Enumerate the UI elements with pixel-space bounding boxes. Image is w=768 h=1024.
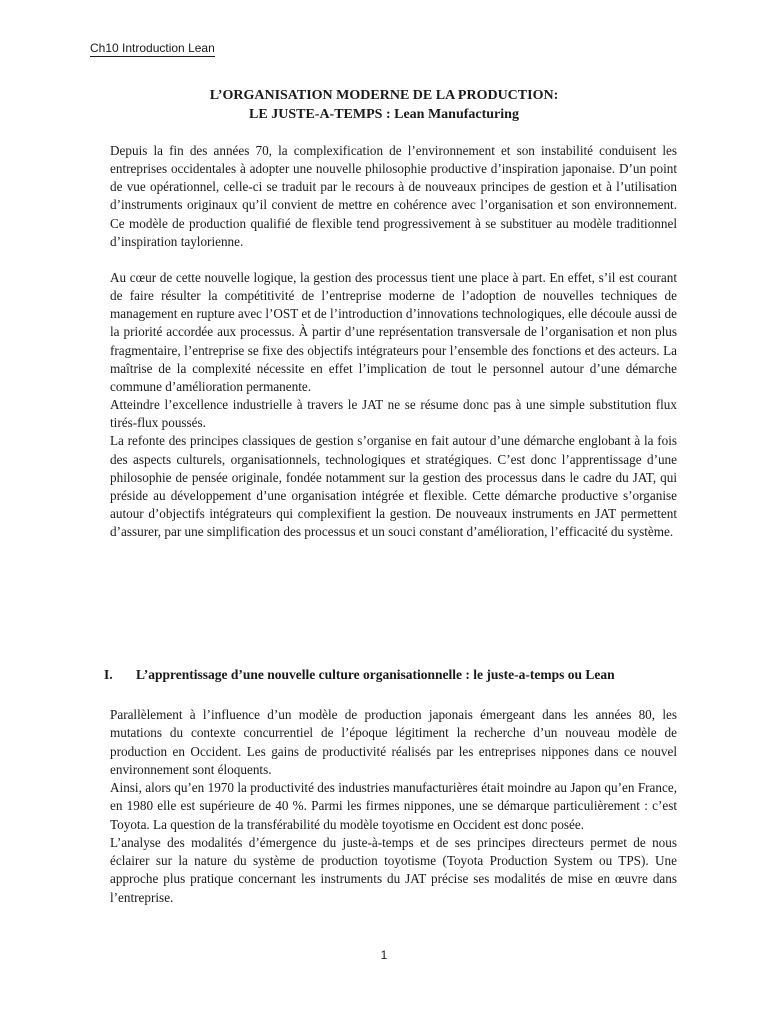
section-paragraph-2: Ainsi, alors qu’en 1970 la productivité des industries manufacturières était moindre au Japon qu’en France, en 1980 elle est supérieure de 40 %. Parmi les firmes nippones, une se démarque particulièrement : c’est Toyota. La question de la transférabilité du modèle toyotisme en Occident est donc posée. xyxy=(110,780,677,832)
section-paragraph-1: Parallèlement à l’influence d’un modèle de production japonais émergeant dans les années 80, les mutations du contexte concurrentiel de l’époque légitiment la recherche d’un nouveau modèle de production en Occident. Les gains de productivité réalisés par les entreprises nippones dans ce nouvel environnement sont éloquents. xyxy=(110,707,677,777)
section-heading xyxy=(104,665,677,684)
intro-paragraph-4: La refonte des principes classiques de gestion s’organise en fait autour d’une démarche englobant à la fois des aspects culturels, organisationnels, technologiques et stratégiques. C’est donc l’apprentissage d’une philosophie de pensée originale, fondée notamment sur la gestion des processus dans le cadre du JAT, qui préside au développement d’une organisation intégrée et flexible. Cette démarche productive s’organise autour d’objectifs intégrateurs qui complexifient la gestion. De nouveaux instruments en JAT permettent d’assurer, par une simplification des processus et un souci constant d’amélioration, l’efficacité du système. xyxy=(110,433,677,540)
document-title-line-1: L’ORGANISATION MODERNE DE LA PRODUCTION: xyxy=(209,88,559,103)
intro-paragraph-1: Depuis la fin des années 70, la complexification de l’environnement et son instabilité conduisent les entreprises occidentales à adopter une nouvelle philosophie productive d’inspiration japonaise. D’un point de vue opérationnel, celle-ci se traduit par le recours à de nouveaux principes de gestion et à l’utilisation d’instruments originaux qu’il convient de mettre en cohérence avec l’organisation et son environnement. Ce modèle de production qualifié de flexible tend progressivement à se substituer au modèle traditionnel d’inspiration taylorienne. xyxy=(110,143,677,249)
page-number: 1 xyxy=(380,948,388,962)
running-header: Ch10 Introduction Lean xyxy=(90,41,215,55)
document-title-line-2: LE JUSTE-A-TEMPS : Lean Manufacturing xyxy=(249,107,519,122)
section-number: I. xyxy=(104,667,113,682)
intro-paragraph-2: Au cœur de cette nouvelle logique, la gestion des processus tient une place à part. En effet, s’il est courant de faire résulter la compétitivité de l’entreprise moderne de l’adoption de nouvelles techniques de management en rupture avec l’OST et de l’introduction d’innovations technologiques, elle découle aussi de la priorité accordée aux processus. À partir d’une représentation transversale de l’organisation et non plus fragmentaire, l’entreprise se fixe des objectifs intégrateurs pour l’ensemble des fonctions et des acteurs. La maîtrise de la complexité nécessite en effet l’implication de tout le personnel autour d’une démarche commune d’amélioration permanente. xyxy=(110,269,677,394)
section-paragraph-3: L’analyse des modalités d’émergence du juste-à-temps et de ses principes directeurs permet de nous éclairer sur la nature du système de production toyotisme (Toyota Production System ou TPS). Une approche plus pratique concernant les instruments du JAT précise ses modalités de mise en œuvre dans l’entreprise. xyxy=(110,834,677,905)
section-heading-text: L’apprentissage d’une nouvelle culture organisationnelle : le juste-a-temps ou Lean xyxy=(136,667,615,682)
intro-paragraph-3: Atteindre l’excellence industrielle à travers le JAT ne se résume donc pas à une simple substitution flux tirés-flux poussés. xyxy=(110,397,677,431)
section-body xyxy=(110,706,677,907)
intro-body xyxy=(110,142,677,541)
